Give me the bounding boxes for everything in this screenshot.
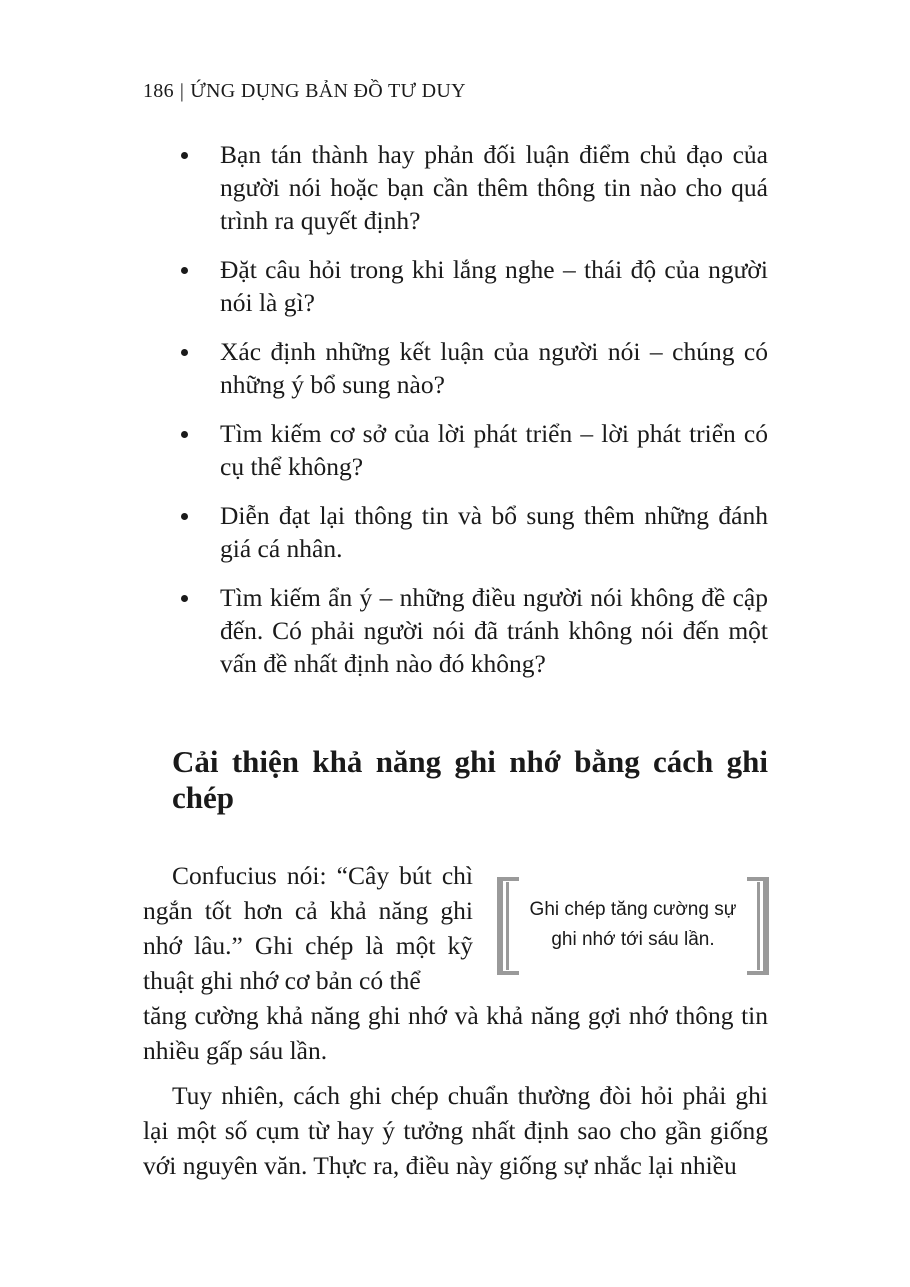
list-item	[172, 138, 768, 237]
list-item	[172, 499, 768, 565]
pull-quote-box	[497, 877, 769, 975]
bullet-icon	[181, 267, 188, 274]
bullet-icon	[181, 152, 188, 159]
header-separator: |	[179, 80, 185, 102]
paragraph-continuation: tăng cường khả năng ghi nhớ và khả năng gợi nhớ thông tin nhiều gấp sáu lần.	[143, 1001, 768, 1065]
bullet-icon	[181, 513, 188, 520]
bullet-icon	[181, 431, 188, 438]
bullet-icon	[181, 595, 188, 602]
section-heading: Cải thiện khả năng ghi nhớ bằng cách ghi chép	[172, 744, 768, 815]
list-item-text: Tìm kiếm ẩn ý – những điều người nói không đề cập đến. Có phải người nói đã tránh không nói đến một vấn đề nhất định nào đó không?	[220, 583, 768, 678]
book-title: ỨNG DỤNG BẢN ĐỒ TƯ DUY	[190, 80, 466, 102]
list-item	[172, 581, 768, 680]
list-item-text: Tìm kiếm cơ sở của lời phát triển – lời phát triển có cụ thể không?	[220, 419, 768, 481]
list-item-text: Xác định những kết luận của người nói – chúng có những ý bổ sung nào?	[220, 337, 768, 399]
list-item	[172, 253, 768, 319]
paragraph-note-taking: Tuy nhiên, cách ghi chép chuẩn thường đòi hỏi phải ghi lại một số cụm từ hay ý tưởng nhất định sao cho gần giống với nguyên văn. Thực ra, điều này giống sự nhắc lại nhiều	[143, 1081, 768, 1180]
list-item	[172, 417, 768, 483]
pull-quote-text: Ghi chép tăng cường sự ghi nhớ tới sáu lần.	[529, 899, 737, 950]
page-number: 186	[143, 80, 174, 102]
right-bracket-icon	[747, 877, 769, 975]
bullet-list	[172, 138, 768, 696]
left-bracket-icon	[497, 877, 519, 975]
list-item-text: Diễn đạt lại thông tin và bổ sung thêm những đánh giá cá nhân.	[220, 501, 768, 563]
bullet-icon	[181, 349, 188, 356]
list-item	[172, 335, 768, 401]
running-header	[143, 80, 466, 103]
list-item-text: Đặt câu hỏi trong khi lắng nghe – thái độ của người nói là gì?	[220, 255, 768, 317]
list-item-text: Bạn tán thành hay phản đối luận điểm chủ đạo của người nói hoặc bạn cần thêm thông tin nào cho quá trình ra quyết định?	[220, 140, 768, 235]
paragraph-lead: Confucius nói: “Cây bút chì ngắn tốt hơn cả khả năng ghi nhớ lâu.” Ghi chép là một kỹ thuật ghi nhớ cơ bản có thể	[143, 861, 473, 995]
